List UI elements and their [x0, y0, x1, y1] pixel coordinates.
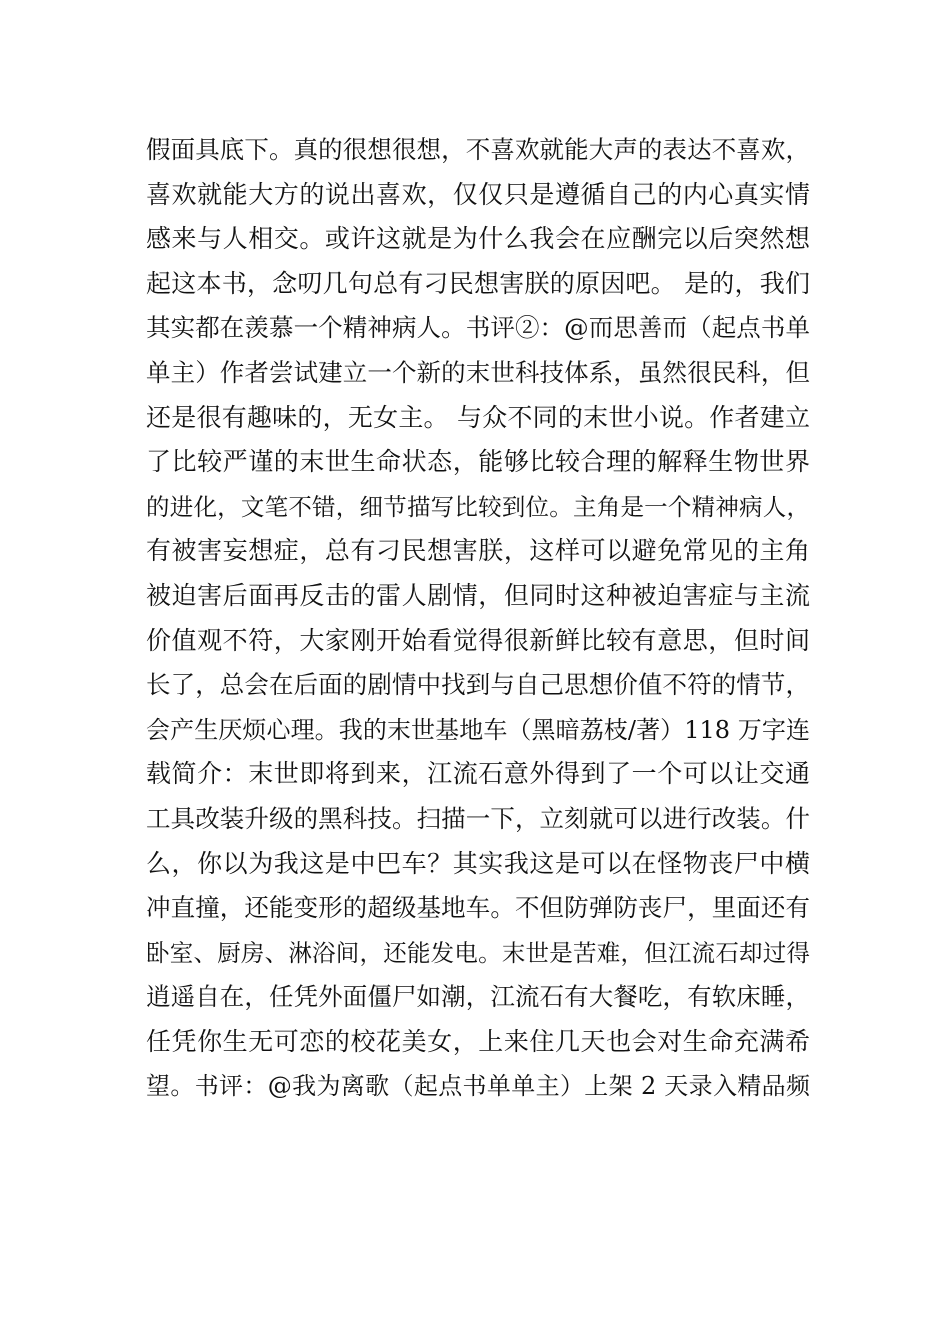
text-line: 冲直撞，还能变形的超级基地车。不但防弹防丧尸，里面还有 — [146, 893, 810, 923]
text-line: 有被害妄想症，总有刁民想害朕，这样可以避免常见的主角 — [146, 536, 810, 566]
text-line: 的进化，文笔不错，细节描写比较到位。主角是一个精神病人， — [146, 492, 810, 521]
text-line: 感来与人相交。或许这就是为什么我会在应酬完以后突然想 — [146, 224, 810, 254]
text-line: 卧室、厨房、淋浴间，还能发电。末世是苦难，但江流石却过得 — [146, 938, 810, 967]
text-line: 其实都在羡慕一个精神病人。书评②：@而思善而（起点书单 — [146, 313, 810, 343]
text-line: 工具改装升级的黑科技。扫描一下，立刻就可以进行改装。什 — [146, 803, 810, 833]
text-line: 逍遥自在，任凭外面僵尸如潮，江流石有大餐吃，有软床睡， — [146, 982, 810, 1012]
text-line: 么，你以为我这是中巴车？其实我这是可以在怪物丧尸中横 — [146, 848, 810, 878]
text-line: 望。书评：@我为离歌（起点书单单主）上架 2 天录入精品频 — [146, 1072, 810, 1101]
text-line: 载简介：末世即将到来，江流石意外得到了一个可以让交通 — [146, 759, 810, 789]
text-line: 假面具底下。真的很想很想，不喜欢就能大声的表达不喜欢， — [146, 135, 810, 164]
text-line: 了比较严谨的末世生命状态，能够比较合理的解释生物世界 — [146, 447, 810, 477]
text-line: 起这本书，念叨几句总有刁民想害朕的原因吧。 是的，我们 — [146, 268, 810, 298]
text-line: 单主）作者尝试建立一个新的末世科技体系，虽然很民科，但 — [146, 357, 810, 387]
text-line: 长了，总会在后面的剧情中找到与自己思想价值不符的情节， — [146, 670, 810, 700]
text-line: 会产生厌烦心理。我的末世基地车（黑暗荔枝/著）118 万字连 — [146, 715, 810, 744]
text-line: 任凭你生无可恋的校花美女，上来住几天也会对生命充满希 — [146, 1026, 810, 1056]
text-line: 价值观不符，大家刚开始看觉得很新鲜比较有意思，但时间 — [146, 625, 810, 655]
text-line: 喜欢就能大方的说出喜欢，仅仅只是遵循自己的内心真实情 — [146, 179, 810, 209]
body-text — [146, 128, 810, 1109]
text-line: 被迫害后面再反击的雷人剧情，但同时这种被迫害症与主流 — [146, 580, 810, 610]
text-line: 还是很有趣味的，无女主。 与众不同的末世小说。作者建立 — [146, 402, 810, 432]
